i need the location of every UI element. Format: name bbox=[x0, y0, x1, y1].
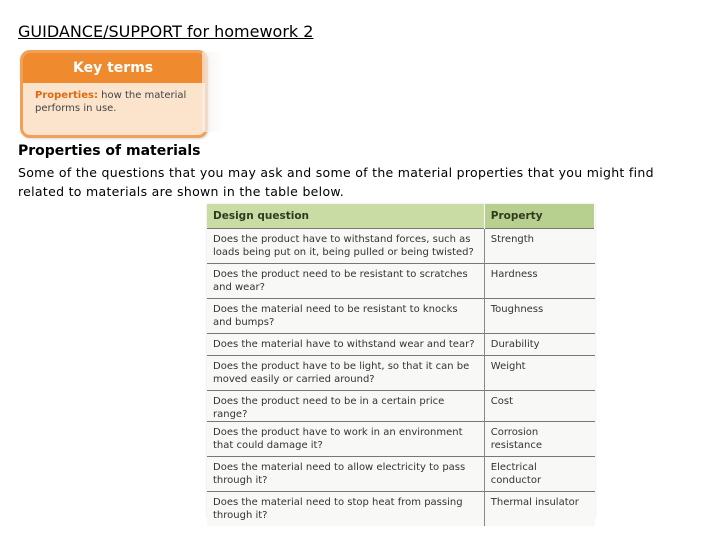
section-heading: Properties of materials bbox=[18, 143, 201, 159]
properties-table bbox=[207, 204, 595, 526]
key-terms-body bbox=[23, 83, 205, 115]
column-header-design-question: Design question bbox=[207, 204, 484, 229]
property-cell: Strength bbox=[484, 229, 594, 264]
design-question-cell: Does the product have to be light, so that it can be moved easily or carried around? bbox=[207, 356, 484, 391]
table-row bbox=[207, 334, 595, 356]
table-row bbox=[207, 299, 595, 334]
table-row bbox=[207, 422, 595, 457]
table-row bbox=[207, 356, 595, 391]
key-term-definition: how the material performs in use. bbox=[35, 90, 187, 114]
page-title: GUIDANCE/SUPPORT for homework 2 bbox=[18, 22, 314, 41]
design-question-cell: Does the product need to be resistant to scratches and wear? bbox=[207, 264, 484, 299]
table-row bbox=[207, 457, 595, 492]
property-cell: Thermal insulator bbox=[484, 492, 594, 526]
table-row bbox=[207, 264, 595, 299]
property-cell: Corrosion resistance bbox=[484, 422, 594, 457]
key-terms-heading: Key terms bbox=[23, 53, 205, 83]
design-question-cell: Does the product need to be in a certain price range? bbox=[207, 391, 484, 422]
design-question-cell: Does the material have to withstand wear and tear? bbox=[207, 334, 484, 356]
property-cell: Durability bbox=[484, 334, 594, 356]
property-cell: Hardness bbox=[484, 264, 594, 299]
design-question-cell: Does the product have to work in an environment that could damage it? bbox=[207, 422, 484, 457]
design-question-cell: Does the product have to withstand forces, such as loads being put on it, being pulled or being twisted? bbox=[207, 229, 484, 264]
property-cell: Toughness bbox=[484, 299, 594, 334]
properties-table-image bbox=[207, 204, 595, 521]
intro-paragraph: Some of the questions that you may ask and some of the material properties that you might find related to materials are shown in the table below. bbox=[18, 165, 654, 199]
table-row bbox=[207, 492, 595, 526]
property-cell: Cost bbox=[484, 391, 594, 422]
table-row bbox=[207, 229, 595, 264]
property-cell: Electrical conductor bbox=[484, 457, 594, 492]
scan-shadow bbox=[202, 52, 224, 132]
column-header-property: Property bbox=[484, 204, 594, 229]
design-question-cell: Does the material need to allow electricity to pass through it? bbox=[207, 457, 484, 492]
design-question-cell: Does the material need to be resistant to knocks and bumps? bbox=[207, 299, 484, 334]
property-cell: Weight bbox=[484, 356, 594, 391]
design-question-cell: Does the material need to stop heat from passing through it? bbox=[207, 492, 484, 526]
key-term: Properties: bbox=[35, 90, 98, 101]
key-terms-box bbox=[20, 50, 208, 138]
table-row bbox=[207, 391, 595, 422]
